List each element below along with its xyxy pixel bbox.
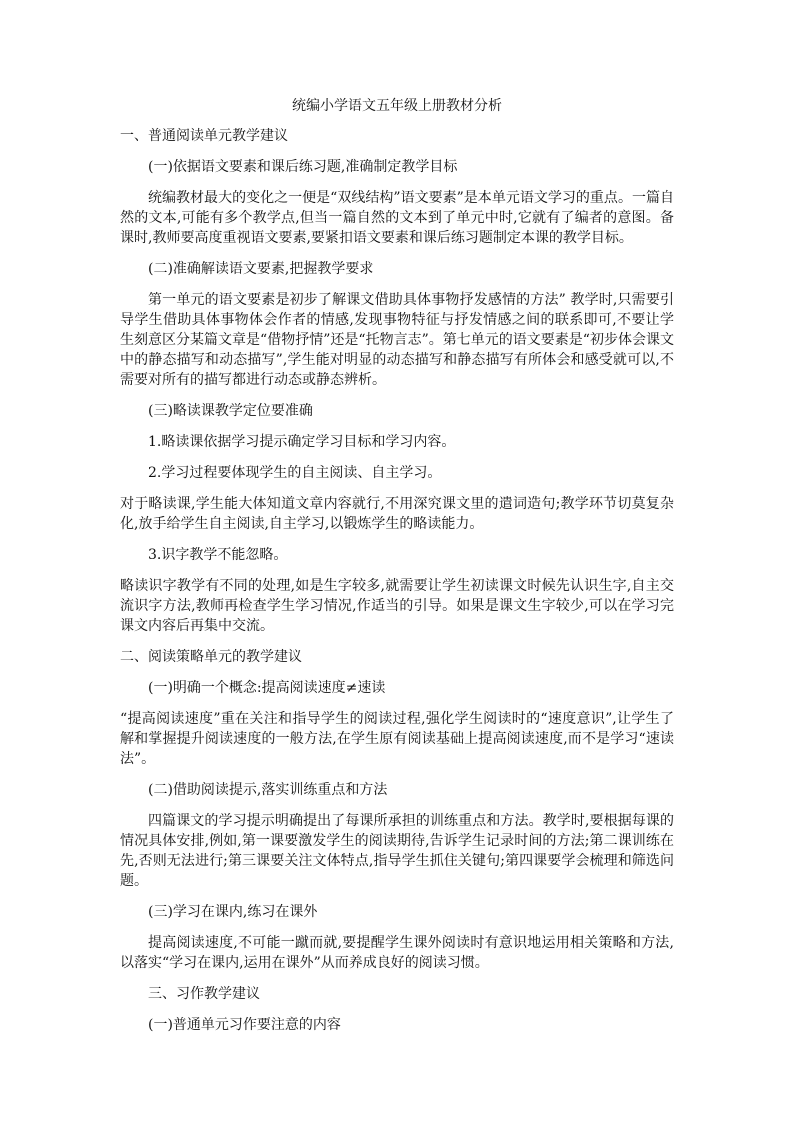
paragraph: 略读识字教学有不同的处理,如是生字较多,就需要让学生初读课文时候先认识生字,自主交流识字方法,教师再检查学生学习情况,作适当的引导。如果是课文生字较少,可以在学习完课文内容后再集中交流。	[120, 578, 674, 634]
subsection-heading: (一)普通单元习作要注意的内容	[148, 1017, 341, 1033]
document-title: 统编小学语文五年级上册教材分析	[292, 98, 502, 114]
subsection-heading: (三)略读课教学定位要准确	[148, 403, 313, 419]
subsection-heading: (二)准确解读语文要素,把握教学要求	[148, 261, 374, 277]
paragraph: 四篇课文的学习提示明确提出了每课所承担的训练重点和方法。教学时,要根据每课的情况具体安排,例如,第一课要激发学生的阅读期待,告诉学生记录时间的方法;第二课训练在先,否则无法进行;第三课要关注文体特点,指导学生抓住关键句;第四课要学会梳理和筛选问题。	[120, 813, 674, 889]
numbered-item: 2.学习过程要体现学生的自主阅读、自主学习。	[148, 465, 442, 481]
subsection-heading: (一)依据语文要素和课后练习题,准确制定教学目标	[148, 159, 458, 175]
subsection-heading: (二)借助阅读提示,落实训练重点和方法	[148, 782, 388, 798]
paragraph: 对于略读课,学生能大体知道文章内容就行,不用深究课文里的遣词造句;教学环节切莫复杂化,放手给学生自主阅读,自主学习,以锻炼学生的略读能力。	[120, 496, 674, 532]
numbered-item: 1.略读课依据学习提示确定学习目标和学习内容。	[148, 434, 456, 450]
paragraph: 第一单元的语文要素是初步了解课文借助具体事物抒发感情的方法” 教学时,只需要引导学生借助具体事物体会作者的情感,发现事物特征与抒发情感之间的联系即可,不要让学生刻意区分某篇文章是“借物抒情”还是“托物言志”。第七单元的语文要素是“初步体会课文中的静态描写和动态描写”,学生能对明显的动态描写和静态描写有所体会和感受就可以,不需要对所有的描写都进行动态或静态辨析。	[120, 292, 674, 388]
section-heading-1: 一、普通阅读单元教学建议	[120, 128, 288, 144]
paragraph: 提高阅读速度,不可能一蹴而就,要提醒学生课外阅读时有意识地运用相关策略和方法,以落实“学习在课内,运用在课外”从而养成良好的阅读习惯。	[120, 935, 674, 971]
paragraph: “提高阅读速度”重在关注和指导学生的阅读过程,强化学生阅读时的“速度意识”,让学生了解和掌握提升阅读速度的一般方法,在学生原有阅读基础上提高阅读速度,而不是学习“速读法”。	[120, 711, 674, 767]
paragraph: 统编教材最大的变化之一便是“双线结构”语文要素”是本单元语文学习的重点。一篇自然的文本,可能有多个教学点,但当一篇自然的文本到了单元中时,它就有了编者的意图。备课时,教师要高度重视语文要素,要紧扣语文要素和课后练习题制定本课的教学目标。	[120, 190, 674, 246]
subsection-heading: (三)学习在课内,练习在课外	[148, 904, 318, 920]
section-heading-3: 三、习作教学建议	[148, 986, 260, 1002]
numbered-item: 3.识字教学不能忽略。	[148, 547, 288, 563]
section-heading-2: 二、阅读策略单元的教学建议	[120, 649, 302, 665]
subsection-heading: (一)明确一个概念:提高阅读速度≠速读	[148, 680, 386, 696]
